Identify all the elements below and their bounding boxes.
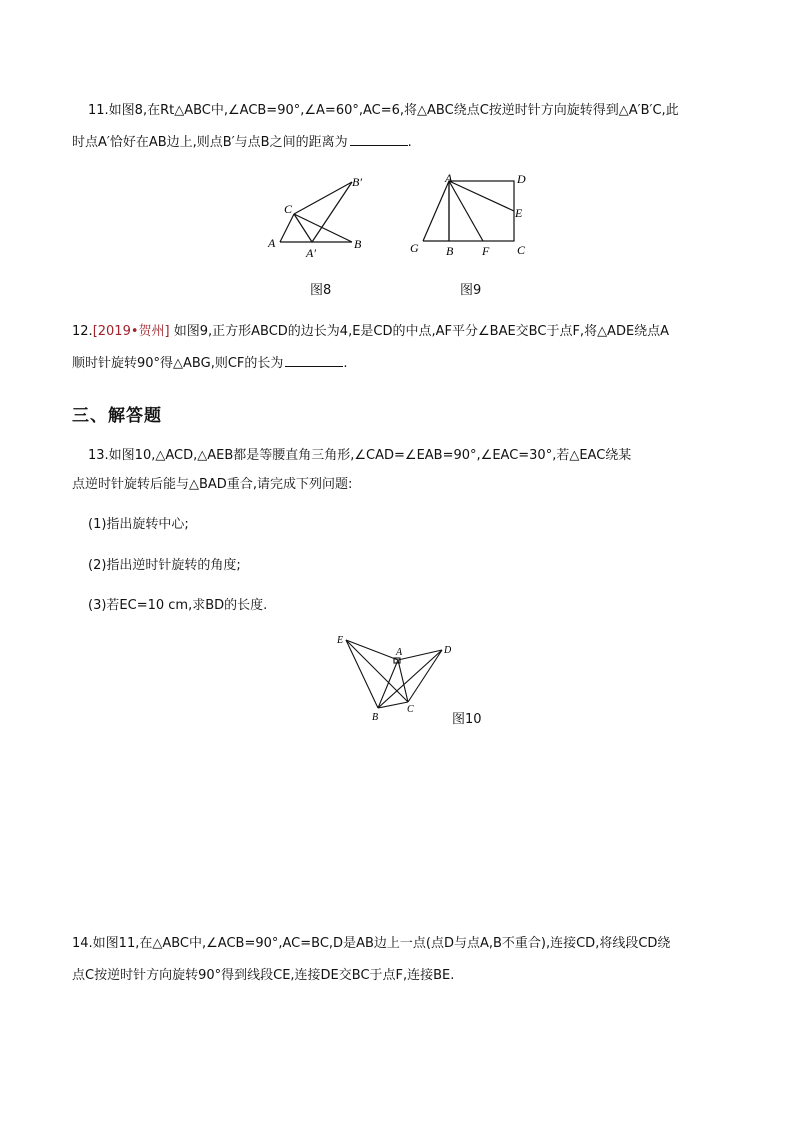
q13-line2: 点逆时针旋转后能与△BAD重合,请完成下列问题: (72, 477, 353, 492)
section-heading: 三、解答题 (72, 406, 162, 426)
q12-answer-blank[interactable] (285, 354, 343, 367)
q12-number: 12. (72, 324, 93, 339)
fig9-label-f: F (482, 244, 490, 258)
q11-line1: 11.如图8,在Rt△ABC中,∠ACB=90°,∠A=60°,AC=6,将△ABC绕点C按逆时针方向旋转得到△A′B′C,此 (88, 103, 679, 118)
q11-line2-text: 时点A′恰好在AB边上,则点B′与点B之间的距离为 (72, 135, 348, 150)
fig8-label-a-prime: A′ (306, 246, 316, 260)
q11-line2-end: . (407, 135, 412, 150)
fig8-label-b: B (354, 237, 362, 251)
fig9-caption: 图9 (460, 283, 482, 298)
q12-line1 (72, 322, 669, 342)
fig10-label-d: D (444, 645, 452, 656)
figure-10 (332, 632, 462, 722)
fig9-label-e: E (515, 206, 523, 220)
figure-9 (405, 170, 535, 262)
figure-8 (262, 172, 380, 264)
q14-line1: 14.如图11,在△ABC中,∠ACB=90°,AC=BC,D是AB边上一点(点D与点A,B不重合),连接CD,将线段CD绕 (72, 936, 671, 951)
q12-line1-text: 如图9,正方形ABCD的边长为4,E是CD的中点,AF平分∠BAE交BC于点F,将△ADE绕点A (169, 324, 670, 339)
q12-line2-end: . (343, 356, 348, 371)
fig8-label-a: A (268, 236, 276, 250)
q13-part3: (3)若EC=10 cm,求BD的长度. (88, 598, 268, 613)
fig10-caption: 图10 (452, 712, 482, 727)
q13-line1: 13.如图10,△ACD,△AEB都是等腰直角三角形,∠CAD=∠EAB=90°,∠EAC=30°,若△EAC绕某 (88, 448, 632, 463)
fig8-label-c: C (284, 202, 293, 216)
q11-line2 (72, 133, 412, 153)
fig9-label-a: A (445, 171, 453, 185)
q14-line2: 点C按逆时针方向旋转90°得到线段CE,连接DE交BC于点F,连接BE. (72, 968, 455, 983)
q11-answer-blank[interactable] (350, 133, 408, 146)
q12-line2-text: 顺时针旋转90°得△ABG,则CF的长为 (72, 356, 284, 371)
fig10-label-c: C (407, 704, 414, 715)
q12-source: [2019•贺州] (92, 324, 170, 339)
fig8-label-b-prime: B′ (352, 175, 362, 189)
fig10-label-b: B (372, 712, 379, 722)
fig9-label-b: B (446, 244, 454, 258)
fig9-label-c: C (517, 243, 526, 257)
fig9-label-d: D (517, 172, 526, 186)
q13-part1: (1)指出旋转中心; (88, 517, 189, 532)
fig9-label-g: G (410, 241, 419, 255)
q12-line2 (72, 354, 348, 374)
fig8-caption: 图8 (310, 283, 332, 298)
fig10-label-e: E (337, 635, 344, 646)
q13-part2: (2)指出逆时针旋转的角度; (88, 558, 241, 573)
fig10-label-a: A (396, 647, 403, 658)
